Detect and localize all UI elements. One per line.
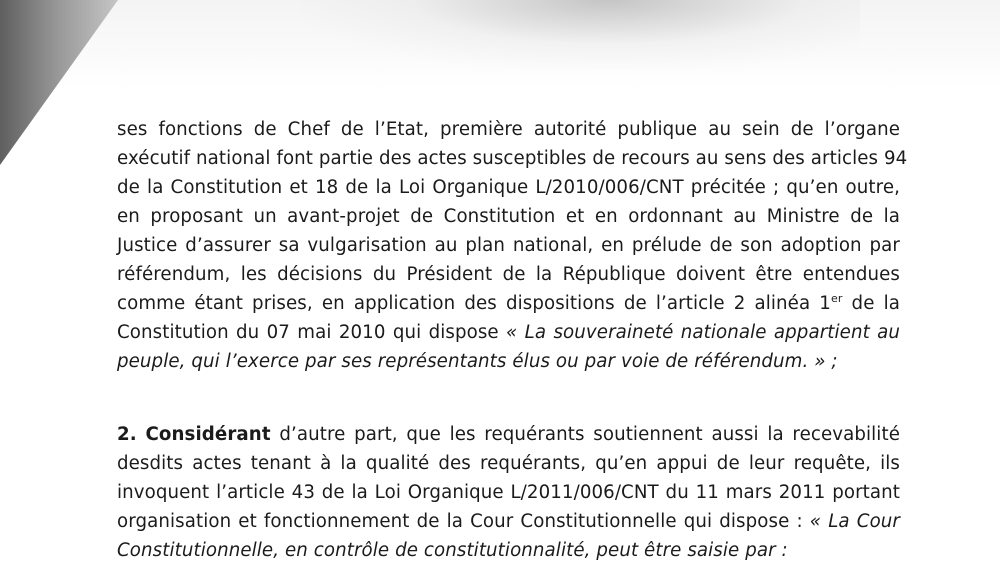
text-line [117,423,900,447]
quote-line: peuple, qui l’exerce par ses représentants élus ou par voie de référendum. » ; [117,351,838,372]
text-line: de la Constitution et 18 de la Loi Organique L/2010/006/CNT précitée ; qu’en outre, [117,177,900,198]
text-line: invoquent l’article 43 de la Loi Organique L/2011/006/CNT du 11 mars 2011 portant [117,482,900,503]
text-span: organisation et fonctionnement de la Cour Constitutionnelle qui dispose : [117,511,810,532]
text-line [117,510,900,534]
quote-text: « La Cour [809,511,900,532]
text-line [117,321,900,345]
quote-line: Constitutionnelle, en contrôle de constitutionnalité, peut être saisie par : [117,540,788,561]
text-span: d’autre part, que les requérants soutiennent aussi la recevabilité [270,424,900,445]
text-line: desdits actes tenant à la qualité des requérants, qu’en appui de leur requête, ils [117,453,900,474]
text-line [117,292,900,316]
text-span: Constitution du 07 mai 2010 qui dispose [117,322,507,343]
text-line: référendum, les décisions du Président de la République doivent être entendues [117,264,900,285]
considerant-keyword: Considérant [145,424,271,445]
text-line: Justice d’assurer sa vulgarisation au plan national, en prélude de son adoption par [117,235,900,256]
paragraph-number: 2. [117,424,137,445]
text-line: ses fonctions de Chef de l’Etat, première autorité publique au sein de l’organe [117,119,900,140]
superscript: er [830,292,843,305]
text-line: en proposant un avant-projet de Constitution et en ordonnant au Ministre de la [117,206,900,227]
quote-text: « La souveraineté nationale appartient au [506,322,901,343]
text-span: comme étant prises, en application des dispositions de l’article 2 alinéa 1 [117,293,831,314]
text-span: de la [842,293,900,314]
text-line: exécutif national font partie des actes susceptibles de recours au sens des articles 94 [117,148,908,169]
